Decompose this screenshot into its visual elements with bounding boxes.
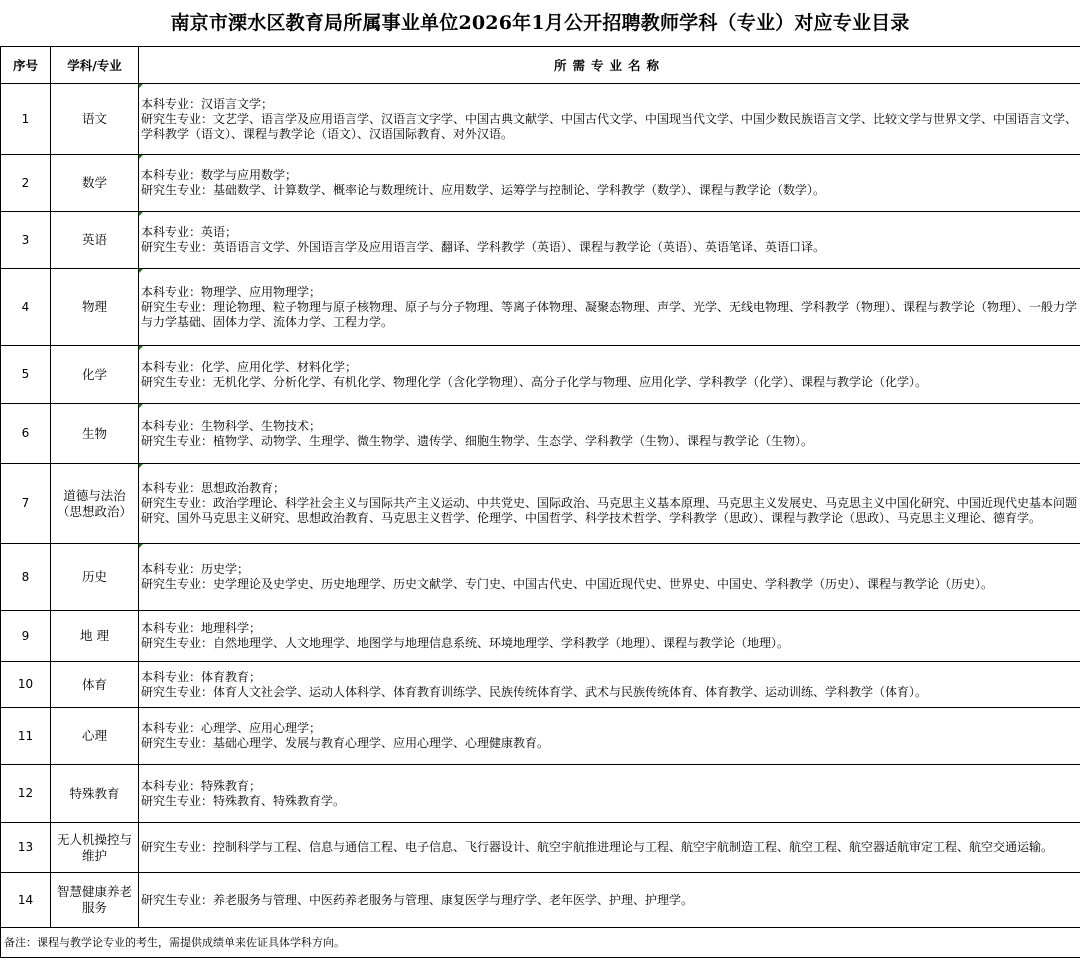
row-serial-no: 11: [1, 708, 51, 765]
undergrad-majors-line: 本科专业：历史学；: [141, 562, 250, 576]
table-row: [1, 611, 1080, 662]
row-subject: 化学: [51, 346, 139, 404]
row-required-majors: [139, 662, 1080, 708]
note-text: 备注：课程与教学论专业的考生，需提供成绩单来佐证具体学科方向。: [1, 928, 1080, 958]
cell-comment-marker: [139, 84, 143, 88]
cell-comment-marker: [139, 404, 143, 408]
undergrad-majors-line: 本科专业：体育教育；: [141, 669, 262, 684]
row-subject-line: 无人机操控与: [56, 831, 132, 847]
table-row: [1, 544, 1080, 611]
row-subject: 心理: [51, 708, 139, 765]
row-required-majors: [139, 611, 1080, 662]
grad-majors-line: 研究生专业：政治学理论、科学社会主义与国际共产主义运动、中共党史、国际政治、马克思主义基本原理、马克思主义发展史、马克思主义中国化研究、中国近现代史基本问题研究、国外马克思主义研究、思想政治教育、马克思主义哲学、伦理学、中国哲学、科学技术哲学、学科教学（思政）、课程与教学论（思政）、马克思主义理论、德育学。: [141, 496, 1078, 525]
row-subject: 英语: [51, 212, 139, 269]
grad-majors-line: 研究生专业：体育人文社会学、运动人体科学、体育教育训练学、民族传统体育学、武术与民族传统体育、体育教学、运动训练、学科教学（体育）。: [141, 684, 928, 699]
row-required-majors: [139, 464, 1080, 544]
row-required-majors: [139, 269, 1080, 346]
table-row: [1, 823, 1080, 873]
row-subject: [51, 823, 139, 873]
table-row: [1, 404, 1080, 464]
row-subject: [51, 464, 139, 544]
undergrad-majors-line: 本科专业：特殊教育；: [141, 778, 262, 793]
row-serial-no: 1: [1, 84, 51, 155]
table-header-row: [1, 47, 1080, 84]
undergrad-majors-line: 本科专业：汉语言文学；: [141, 96, 274, 111]
undergrad-majors-line: 本科专业：英语；: [141, 225, 238, 239]
row-required-majors: [139, 404, 1080, 464]
row-serial-no: 8: [1, 544, 51, 611]
row-subject: 历史: [51, 544, 139, 611]
row-serial-no: 7: [1, 464, 51, 544]
cell-comment-marker: [139, 346, 143, 350]
cell-comment-marker: [139, 544, 143, 548]
row-subject: 物理: [51, 269, 139, 346]
grad-majors-line: 研究生专业：史学理论及史学史、历史地理学、历史文献学、专门史、中国古代史、中国近现代史、世界史、中国史、学科教学（历史）、课程与教学论（历史）。: [141, 577, 994, 591]
row-subject-line: 智慧健康养老: [56, 884, 132, 899]
row-subject: 体育: [51, 662, 139, 708]
grad-majors-line: 研究生专业：控制科学与工程、信息与通信工程、电子信息、飞行器设计、航空宇航推进理论与工程、航空宇航制造工程、航空工程、航空器适航审定工程、航空交通运输。: [141, 840, 1054, 854]
row-subject-line: （思想政治）: [56, 503, 132, 519]
row-required-majors: [139, 346, 1080, 404]
row-serial-no: 6: [1, 404, 51, 464]
header-subject: 学科/专业: [51, 47, 139, 84]
row-subject: 地 理: [51, 611, 139, 662]
row-serial-no: 9: [1, 611, 51, 662]
grad-majors-line: 研究生专业：英语语言文学、外国语言学及应用语言学、翻译、学科教学（英语）、课程与教学论（英语）、英语笔译、英语口译。: [141, 240, 826, 254]
cell-comment-marker: [139, 155, 143, 159]
row-serial-no: 13: [1, 823, 51, 873]
cell-comment-marker: [139, 269, 143, 273]
grad-majors-line: 研究生专业：理论物理、粒子物理与原子核物理、原子与分子物理、等离子体物理、凝聚态物理、声学、光学、无线电物理、学科教学（物理）、课程与教学论（物理）、一般力学与力学基础、固体力学、流体力学、工程力学。: [141, 299, 1078, 329]
undergrad-majors-line: 本科专业：地理科学；: [141, 621, 262, 635]
undergrad-majors-line: 本科专业：数学与应用数学；: [141, 168, 298, 182]
document-title: 南京市溧水区教育局所属事业单位2026年1月公开招聘教师学科（专业）对应专业目录: [170, 12, 910, 34]
row-subject: 特殊教育: [51, 765, 139, 823]
row-serial-no: 3: [1, 212, 51, 269]
table-row: [1, 873, 1080, 928]
row-required-majors: [139, 155, 1080, 212]
table-row: [1, 708, 1080, 765]
row-serial-no: 14: [1, 873, 51, 928]
table-row: [1, 346, 1080, 404]
row-serial-no: 2: [1, 155, 51, 212]
row-serial-no: 12: [1, 765, 51, 823]
grad-majors-line: 研究生专业：基础数学、计算数学、概率论与数理统计、应用数学、运筹学与控制论、学科教学（数学）、课程与教学论（数学）。: [141, 183, 826, 197]
cell-comment-marker: [139, 212, 143, 216]
table-row: [1, 464, 1080, 544]
row-required-majors: [139, 823, 1080, 873]
table-row: [1, 212, 1080, 269]
table-row: [1, 662, 1080, 708]
grad-majors-line: 研究生专业：自然地理学、人文地理学、地图学与地理信息系统、环境地理学、学科教学（地理）、课程与教学论（地理）。: [141, 636, 790, 650]
undergrad-majors-line: 本科专业：物理学、应用物理学；: [141, 284, 322, 299]
grad-majors-line: 研究生专业：特殊教育、特殊教育学。: [141, 793, 346, 808]
table-row: [1, 155, 1080, 212]
grad-majors-line: 研究生专业：植物学、动物学、生理学、微生物学、遗传学、细胞生物学、生态学、学科教学（生物）、课程与教学论（生物）。: [141, 433, 814, 448]
row-subject: 语文: [51, 84, 139, 155]
grad-majors-line: 研究生专业：养老服务与管理、中医药养老服务与管理、康复医学与理疗学、老年医学、护理、护理学。: [141, 892, 694, 907]
row-subject: [51, 873, 139, 928]
note-row: [1, 928, 1080, 958]
grad-majors-line: 研究生专业：基础心理学、发展与教育心理学、应用心理学、心理健康教育。: [141, 736, 550, 750]
cell-comment-marker: [139, 464, 143, 468]
row-subject: 数学: [51, 155, 139, 212]
row-serial-no: 5: [1, 346, 51, 404]
table-row: [1, 84, 1080, 155]
undergrad-majors-line: 本科专业：生物科学、生物技术；: [141, 418, 322, 433]
row-required-majors: [139, 708, 1080, 765]
table-row: [1, 765, 1080, 823]
grad-majors-line: 研究生专业：无机化学、分析化学、有机化学、物理化学（含化学物理）、高分子化学与物理、应用化学、学科教学（化学）、课程与教学论（化学）。: [141, 374, 928, 389]
undergrad-majors-line: 本科专业：化学、应用化学、材料化学；: [141, 359, 358, 374]
row-serial-no: 10: [1, 662, 51, 708]
row-required-majors: [139, 212, 1080, 269]
row-required-majors: [139, 765, 1080, 823]
row-subject-line: 服务: [81, 900, 107, 915]
row-subject-line: 维护: [81, 847, 107, 863]
undergrad-majors-line: 本科专业：心理学、应用心理学；: [141, 721, 322, 735]
row-required-majors: [139, 544, 1080, 611]
row-required-majors: [139, 873, 1080, 928]
major-catalog-table: [0, 46, 1080, 958]
header-serial-no: 序号: [1, 47, 51, 84]
header-required-majors: 所需专业名称: [139, 47, 1080, 84]
table-row: [1, 269, 1080, 346]
row-subject: 生物: [51, 404, 139, 464]
row-serial-no: 4: [1, 269, 51, 346]
grad-majors-line: 研究生专业：文艺学、语言学及应用语言学、汉语言文字学、中国古典文献学、中国古代文学、中国现当代文学、中国少数民族语言文学、比较文学与世界文学、中国语言文学、学科教学（语文）、课程与教学论（语文）、汉语国际教育、对外汉语。: [141, 111, 1078, 141]
row-required-majors: [139, 84, 1080, 155]
undergrad-majors-line: 本科专业：思想政治教育；: [141, 481, 286, 495]
row-subject-line: 道德与法治: [63, 487, 126, 503]
